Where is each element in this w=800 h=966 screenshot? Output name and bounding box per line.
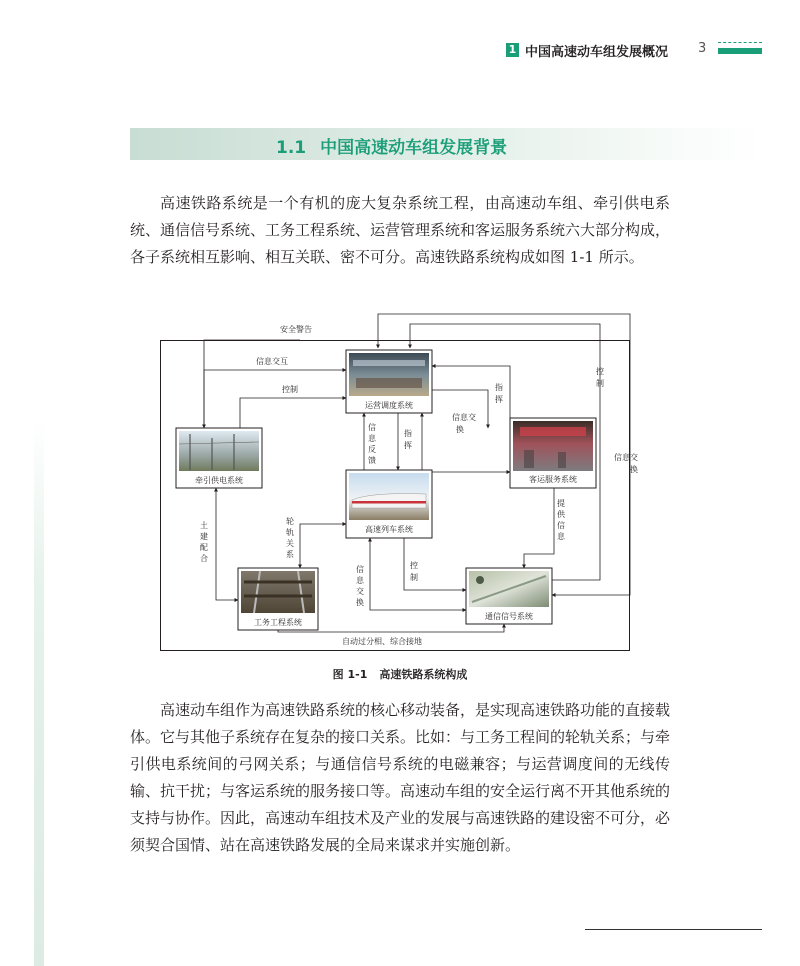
node-signal [466, 568, 552, 624]
label-auto-phase: 自动过分相、综合接地 [342, 637, 422, 646]
label-civil-4: 合 [200, 554, 208, 563]
svg-text:通信信号系统: 通信信号系统 [485, 612, 533, 621]
node-train [346, 470, 432, 538]
label-provide-info-3: 信 [557, 521, 565, 530]
label-command-down-2: 挥 [404, 441, 412, 450]
label-info-exchange-1: 信息交 [452, 413, 476, 422]
section-heading [276, 133, 507, 158]
chapter-number-badge: 1 [506, 43, 519, 57]
label-wheel-rail-2: 轨 [286, 528, 294, 537]
label-provide-info-1: 提 [557, 499, 565, 508]
label-control-right2: 制 [596, 379, 604, 388]
label-command-down-1: 指 [404, 429, 412, 438]
svg-text:工务工程系统: 工务工程系统 [254, 618, 302, 627]
section-number: 1.1 [276, 138, 307, 158]
label-command-2: 挥 [495, 395, 503, 404]
svg-text:牵引供电系统: 牵引供电系统 [195, 476, 243, 485]
label-info-feedback-3: 反 [368, 445, 376, 454]
label-control-left: 控制 [282, 385, 298, 394]
label-wheel-rail-3: 关 [286, 539, 294, 548]
label-command-1: 指 [495, 383, 503, 392]
label-info-exchange-right-2: 换 [630, 465, 638, 474]
label-info-exch-low-2: 息 [356, 576, 364, 585]
figure-caption [0, 666, 800, 682]
running-header [0, 0, 800, 70]
label-civil-2: 建 [200, 532, 208, 541]
node-passenger [510, 418, 596, 488]
figure-caption-text: 高速铁路系统构成 [379, 668, 468, 681]
label-info-feedback-4: 馈 [368, 456, 376, 465]
label-info-exchange-right-1: 信息交 [614, 453, 638, 462]
label-control-low-2: 制 [410, 573, 418, 582]
chapter-title: 中国高速动车组发展概况 [525, 45, 669, 60]
label-info-exch-low-3: 交 [356, 587, 364, 596]
figure-number: 图 1-1 [332, 668, 368, 681]
body-paragraph-1: 高速铁路系统是一个有机的庞大复杂系统工程，由高速动车组、牵引供电系统、通信信号系统、工务工程系统、运营管理系统和客运服务系统六大部分构成，各子系统相互影响、相互关联、密不可分。高速铁路系统构成如图 1-1 所示。 [130, 194, 671, 266]
section-title: 中国高速动车组发展背景 [320, 138, 508, 158]
label-wheel-rail-4: 系 [286, 550, 294, 559]
header-dash-line [718, 42, 762, 43]
label-civil-1: 土 [200, 521, 208, 530]
label-info-feedback-2: 息 [368, 434, 376, 443]
label-safety-warning: 安全警告 [280, 325, 312, 334]
system-diagram [160, 310, 638, 656]
label-info-exch-low-1: 信 [356, 565, 364, 574]
label-info-exch-low-4: 换 [356, 598, 364, 607]
svg-text:客运服务系统: 客运服务系统 [529, 475, 577, 484]
label-provide-info-2: 供 [557, 510, 565, 519]
label-info-exchange-2: 换 [456, 425, 464, 434]
label-wheel-rail-1: 轮 [286, 517, 294, 526]
node-works [238, 568, 318, 630]
footer-rule [585, 929, 762, 930]
header-accent-bar [718, 48, 762, 54]
side-decor-band [34, 420, 44, 966]
node-dispatch [346, 350, 432, 413]
label-info-interact: 信息交互 [256, 357, 288, 366]
page-number: 3 [698, 41, 707, 56]
svg-text:高速列车系统: 高速列车系统 [365, 525, 413, 534]
node-traction [176, 428, 262, 488]
label-civil-3: 配 [200, 543, 208, 552]
svg-text:运营调度系统: 运营调度系统 [365, 401, 413, 410]
label-provide-info-4: 息 [557, 532, 565, 541]
label-control-low-1: 控 [410, 561, 418, 570]
label-info-feedback-1: 信 [368, 423, 376, 432]
body-paragraph-2: 高速动车组作为高速铁路系统的核心移动装备，是实现高速铁路功能的直接载体。它与其他子系统存在复杂的接口关系。比如：与工务工程间的轮轨关系；与牵引供电系统间的弓网关系；与通信信号系统的电磁兼容；与运营调度间的无线传输、抗干扰；与客运系统的服务接口等。高速动车组的安全运行离不开其他系统的支持与协作。因此，高速动车组技术及产业的发展与高速铁路的建设密不可分，必须契合国情、站在高速铁路发展的全局来谋求并实施创新。 [130, 701, 671, 854]
label-control-right: 控 [596, 367, 604, 376]
